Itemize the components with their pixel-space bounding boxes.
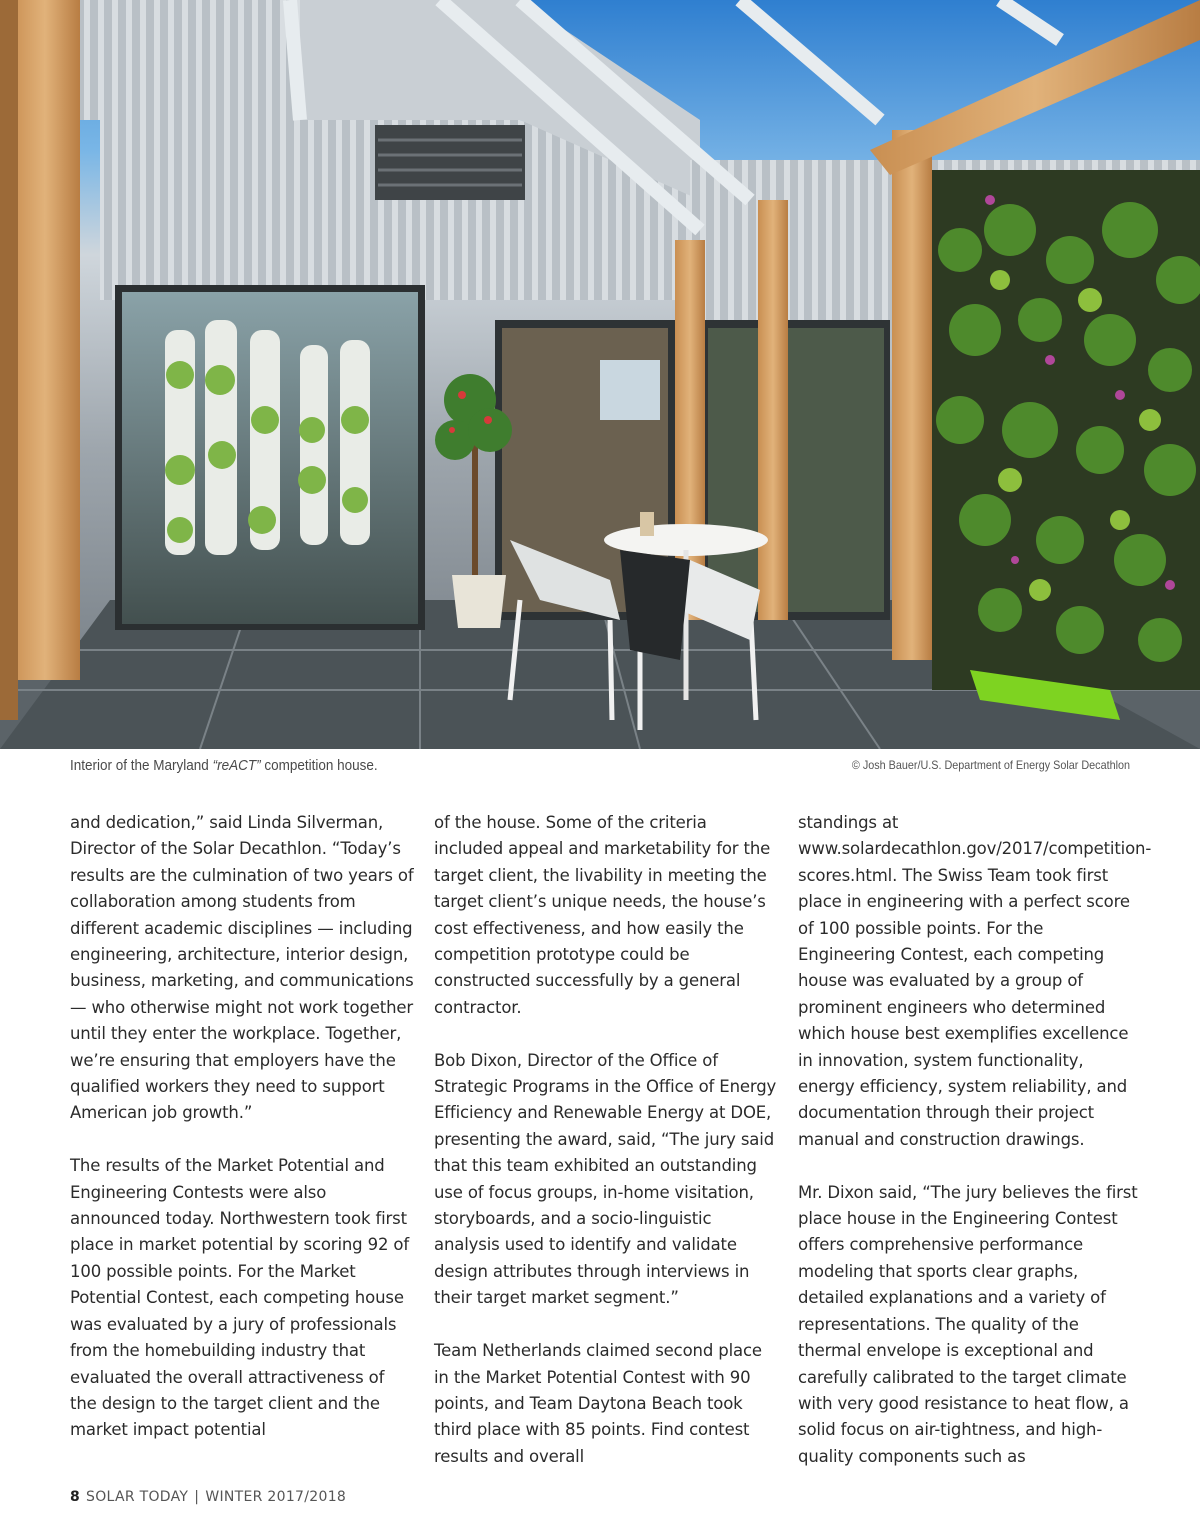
paragraph: Bob Dixon, Director of the Office of Strategic Programs in the Office of Energy Efficiency and Renewable Energy at DOE, presenting the award, said, “The jury said that this team exhibited an outstanding use of focus groups, in-home visitation, storyboards, and a socio-linguistic analysis used to identify and validate design attributes through interviews in their target market segment.” <box>434 1050 777 1308</box>
paragraph: Mr. Dixon said, “The jury believes the first place house in the Engineering Contest offers comprehensive performance modeling that sports clear graphs, detailed explanations and a variety of representations. The quality of the thermal envelope is exceptional and carefully calibrated to the target climate with very good resistance to heat flow, a solid focus on air-tightness, and high-quality components such as <box>798 1182 1138 1466</box>
paragraph: and dedication,” said Linda Silverman, Director of the Solar Decathlon. “Today’s results are the culmination of two years of collaboration among students from different academic disciplines — including engineering, architecture, interior design, business, marketing, and communications — who otherwise might not work together until they enter the workplace. Together, we’re ensuring that employers have the qualified workers they need to support American job growth.” <box>70 813 414 1123</box>
paragraph: standings at www.solardecathlon.gov/2017/competition-scores.html. The Swiss Team took first place in engineering with a perfect score of 100 possible points. For the Engineering Contest, each competing house was evaluated by a group of prominent engineers who determined which house best exemplifies excellence in innovation, system functionality, energy efficiency, system reliability, and documentation through their project manual and construction drawings. <box>798 813 1152 1149</box>
publication-name: SOLAR TODAY <box>86 1489 189 1505</box>
paragraph: The results of the Market Potential and Engineering Contests were also announced today. Northwestern took first place in market potential by scoring 92 of 100 possible points. For the Market Potential Contest, each competing house was evaluated by a jury of professionals from the homebuilding industry that evaluated the overall attractiveness of the design to the target client and the market impact potential <box>70 1156 409 1440</box>
photo-credit: © Josh Bauer/U.S. Department of Energy Solar Decathlon <box>851 758 1130 772</box>
page-footer <box>70 1489 346 1505</box>
article-column-1 <box>70 810 415 1470</box>
page-number: 8 <box>70 1489 81 1505</box>
photo-caption <box>70 757 378 774</box>
hero-photo <box>0 0 1200 749</box>
courtyard-illustration <box>0 0 1200 749</box>
caption-prefix: Interior of the Maryland <box>70 757 213 774</box>
article-column-3 <box>798 810 1152 1497</box>
article-column-2 <box>434 810 779 1497</box>
footer-separator: | <box>194 1489 200 1505</box>
paragraph: Team Netherlands claimed second place in the Market Potential Contest with 90 points, and Team Daytona Beach took third place with 85 points. Find contest results and overall <box>434 1341 762 1466</box>
paragraph: of the house. Some of the criteria included appeal and marketability for the target client, the livability in meeting the target client’s unique needs, the house’s cost effectiveness, and how easily the competition prototype could be constructed successfully by a general contractor. <box>434 813 771 1017</box>
issue-label: WINTER 2017/2018 <box>205 1489 347 1505</box>
caption-suffix: competition house. <box>260 757 378 774</box>
caption-house-name: “reACT” <box>212 757 261 774</box>
